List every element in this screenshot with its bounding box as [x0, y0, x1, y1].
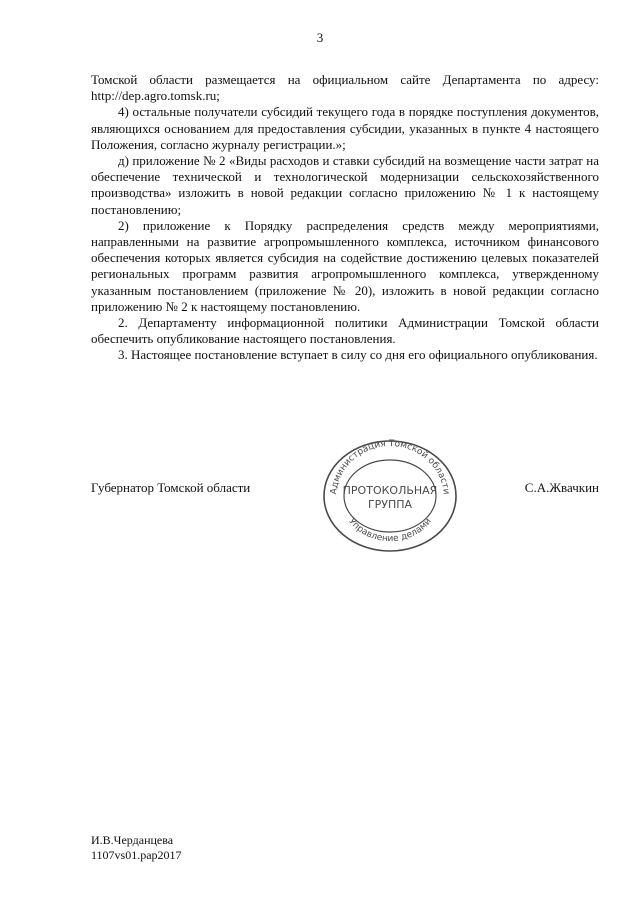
- stamp-outer-text: Администрация Томской области: [329, 438, 451, 496]
- paragraph-clause-3: 3. Настоящее постановление вступает в силу со дня его официального опубликования.: [118, 347, 598, 363]
- stamp-bottom-text: Управление делами: [346, 516, 434, 545]
- paragraph-item-4: 4) остальные получатели субсидий текущего года в порядке поступления документов, являющихся основанием для предоставления субсидии, указанных в пункте 4 настоящего Положения, согласно журналу регистрации.»;: [91, 104, 599, 152]
- signatory-title: Губернатор Томской области: [91, 480, 251, 495]
- official-stamp: [320, 438, 460, 554]
- page-number: 3: [316, 30, 324, 45]
- document-body: [91, 72, 599, 364]
- stamp-inner-line2: ГРУППА: [367, 498, 413, 511]
- paragraph-continuation: Томской области размещается на официальном сайте Департамента по адресу: http://dep.agro.tomsk.ru;: [91, 72, 599, 104]
- footer-author: И.В.Черданцева: [91, 833, 174, 847]
- document-footer: [91, 833, 182, 863]
- paragraph-item-2-annex: 2) приложение к Порядку распределения средств между мероприятиями, направленными на развитие агропромышленного комплекса, источником финансового обеспечения которых является субсидия на содействие достижению целевых показателей региональных программ развития агропромышленного комплекса, утвержденному указанным постановлением (приложение № 20), изложить в новой редакции согласно приложению № 2 к настоящему постановлению.: [91, 217, 599, 314]
- signatory-name: С.А.Жвачкин: [524, 480, 599, 495]
- footer-file-code: 1107vs01.pap2017: [91, 848, 182, 862]
- paragraph-item-d: д) приложение № 2 «Виды расходов и ставки субсидий на возмещение части затрат на обеспечение технической и технологической модернизации сельскохозяйственного производства» изложить в новой редакции согласно приложению № 1 к настоящему постановлению;: [91, 153, 599, 217]
- paragraph-clause-2: 2. Департаменту информационной политики Администрации Томской области обеспечить опубликование настоящего постановления.: [91, 315, 599, 347]
- stamp-inner-line1: ПРОТОКОЛЬНАЯ: [342, 484, 438, 497]
